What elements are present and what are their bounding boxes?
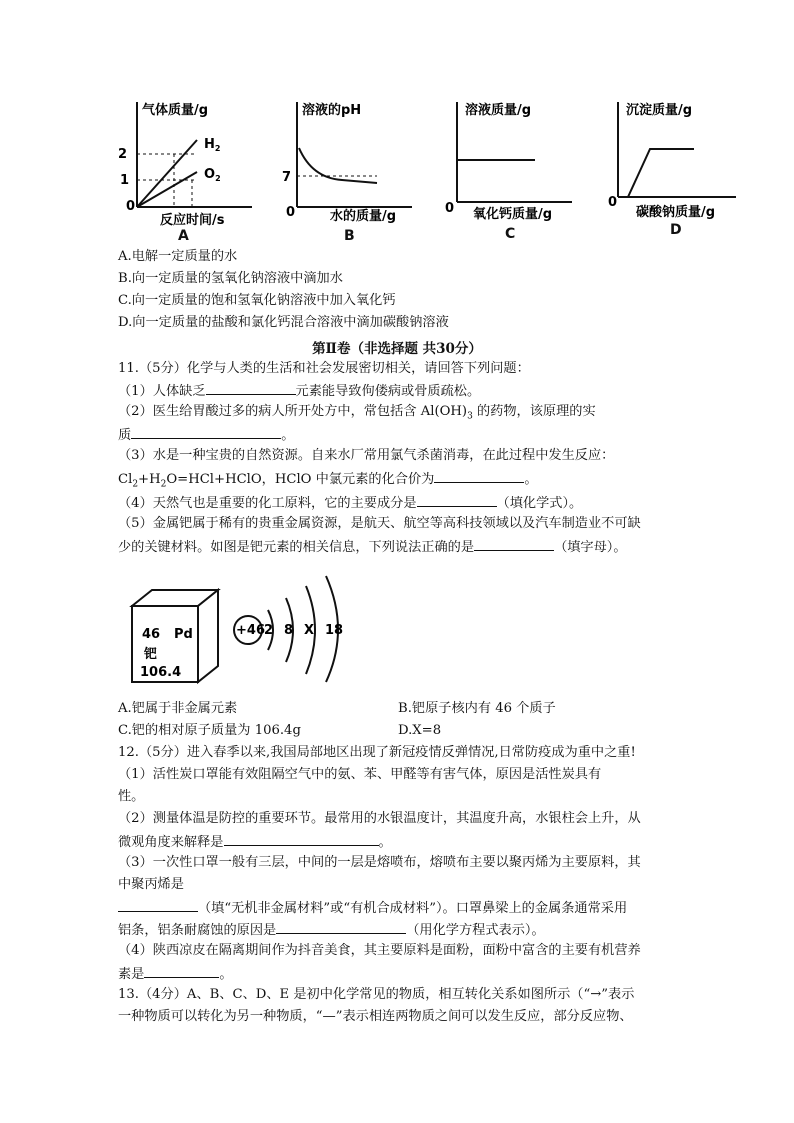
q12-part3-c: （填“无机非金属材料”或“有机合成材料”）。口罩鼻梁上的金属条通常采用 [118,897,627,919]
palladium-svg [118,568,358,688]
graph-a-ylabel: 气体质量/g [142,103,209,118]
graph-c-plot [437,92,587,242]
q10-option-c: C.向一定质量的饱和氢氧化钠溶液中加入氧化钙 [118,293,396,308]
q11-choice-d: D.X=8 [398,723,442,738]
graph-a-plot [112,92,262,242]
q12-part3-b: 中聚丙烯是 [118,877,184,892]
graph-b-plot [272,92,422,242]
q12-part4-cont: 素是 。 [118,963,233,985]
atom-shell-3: X [304,623,315,638]
graph-a-origin: 0 [126,199,136,214]
atom-shell-4: 18 [325,623,344,638]
q11-blank4[interactable] [417,492,497,507]
element-number: 46 [142,627,161,642]
q12-part3-d: 铝条，铝条耐腐蚀的原因是 （用化学方程式表示）。 [118,919,545,941]
graph-b-letter: B [344,228,355,244]
q11-choice-c: C.钯的相对原子质量为 106.4g [118,723,301,738]
q11-choice-a: A.钯属于非金属元素 [118,701,238,716]
q12-part1-cont: 性。 [118,789,145,804]
q13-line2: 一种物质可以转化为另一种物质，“—”表示相连两物质之间可以发生反应，部分反应物、 [118,1009,633,1024]
graph-b-ylabel: 溶液的pH [302,103,362,118]
graph-d-origin: 0 [608,195,618,210]
q10-option-a: A.电解一定质量的水 [118,249,238,264]
q11-part5-cont: 少的关键材料。如图是钯元素的相关信息，下列说法正确的是 （填字母）。 [118,536,627,558]
graph-d-xlabel: 碳酸钠质量/g [636,205,716,220]
graph-a-series-h2: $H_2$ [204,137,221,153]
graph-b-origin: 0 [286,205,296,220]
q12-part4: （4）陕西凉皮在隔离期间作为抖音美食，其主要原料是面粉，面粉中富含的主要有机营养 [118,943,641,958]
graph-c-xlabel: 氧化钙质量/g [473,207,553,222]
atom-shell-1: 2 [264,623,274,638]
graph-d-letter: D [670,222,682,238]
graph-c-ylabel: 溶液质量/g [465,103,532,118]
element-name: 钯 [144,647,158,662]
q12-part2: （2）测量体温是防控的重要环节。最常用的水银温度计，其温度升高，水银柱会上升，从 [118,811,641,826]
q11-part3: （3）水是一种宝贵的自然资源。自来水厂常用氯气杀菌消毒，在此过程中发生反应： [118,448,615,463]
q12-blank5[interactable] [144,963,219,978]
q11-blank5[interactable] [474,536,554,551]
element-symbol: Pd [174,627,193,642]
graph-d [598,92,748,242]
section-title: 第Ⅱ卷（非选择题 共30分） [312,341,482,357]
q11-choice-b: B.钯原子核内有 46 个质子 [398,701,556,716]
q11-blank1[interactable] [206,380,296,395]
q12-blank2[interactable] [224,831,379,846]
graph-a-line-h2 [137,140,197,207]
graph-b-xlabel: 水的质量/g [330,209,397,224]
q11-blank2[interactable] [131,424,281,439]
graph-a-series-o2: $O_2$ [204,167,221,183]
graph-c-letter: C [505,226,516,242]
graph-b-curve [299,148,377,183]
q12-stem: 12.（5分）进入春季以来,我国局部地区出现了新冠疫情反弹情况,日常防疫成为重中之重! [118,745,636,760]
q11-blank3[interactable] [434,468,524,483]
graph-c-origin: 0 [445,201,455,216]
q10-option-b: B.向一定质量的氢氧化钠溶液中滴加水 [118,271,343,286]
graph-d-line [628,149,694,197]
graph-a-tick-2: 2 [118,147,128,162]
graph-c [437,92,587,242]
q11-stem: 11.（5分）化学与人类的生活和社会发展密切相关，请回答下列问题： [118,361,530,376]
graph-a [112,92,262,242]
graph-a-line-o2 [137,172,197,207]
q10-option-d: D.向一定质量的盐酸和氯化钙混合溶液中滴加碳酸钠溶液 [118,315,449,330]
q12-part2-cont: 微观角度来解释是 。 [118,831,392,853]
graph-d-ylabel: 沉淀质量/g [626,103,693,118]
graph-b-tick-7: 7 [282,170,292,185]
graph-d-plot [598,92,748,242]
q11-part2-cont: 质 。 [118,424,294,446]
q12-part1: （1）活性炭口罩能有效阻隔空气中的氨、苯、甲醛等有害气体，原因是活性炭具有 [118,767,602,782]
q11-part2: （2）医生给胃酸过多的病人所开处方中，常包括含 $Al(OH)_3$ 的药物，该原理的实 [118,404,596,422]
atom-nucleus-charge: +46 [236,623,265,638]
graph-a-letter: A [178,228,189,244]
q12-blank3[interactable] [118,897,198,912]
graphs-row [112,92,748,242]
q11-part3-eq: $Cl_2+H_2O=HCl+HClO$，HClO 中氯元素的化合价为 。 [118,468,538,495]
graph-a-tick-1: 1 [120,173,130,188]
q12-part3: （3）一次性口罩一般有三层，中间的一层是熔喷布，熔喷布主要以聚丙烯为主要原料，其 [118,855,641,870]
q13-line1: 13.（4分）A、B、C、D、E 是初中化学常见的物质，相互转化关系如图所示（“→”表示 [118,987,635,1002]
q11-part4: （4）天然气也是重要的化工原料，它的主要成分是 （填化学式）。 [118,492,582,514]
palladium-figure [118,568,358,688]
q11-part1: （1）人体缺乏 元素能导致佝偻病或骨质疏松。 [118,380,480,402]
atom-shell-2: 8 [284,623,294,638]
q12-blank4[interactable] [276,919,406,934]
graph-a-xlabel: 反应时间/s [160,213,225,228]
element-mass: 106.4 [140,665,182,680]
q11-part5: （5）金属钯属于稀有的贵重金属资源，是航天、航空等高科技领域以及汽车制造业不可缺 [118,516,641,531]
graph-b [272,92,422,242]
